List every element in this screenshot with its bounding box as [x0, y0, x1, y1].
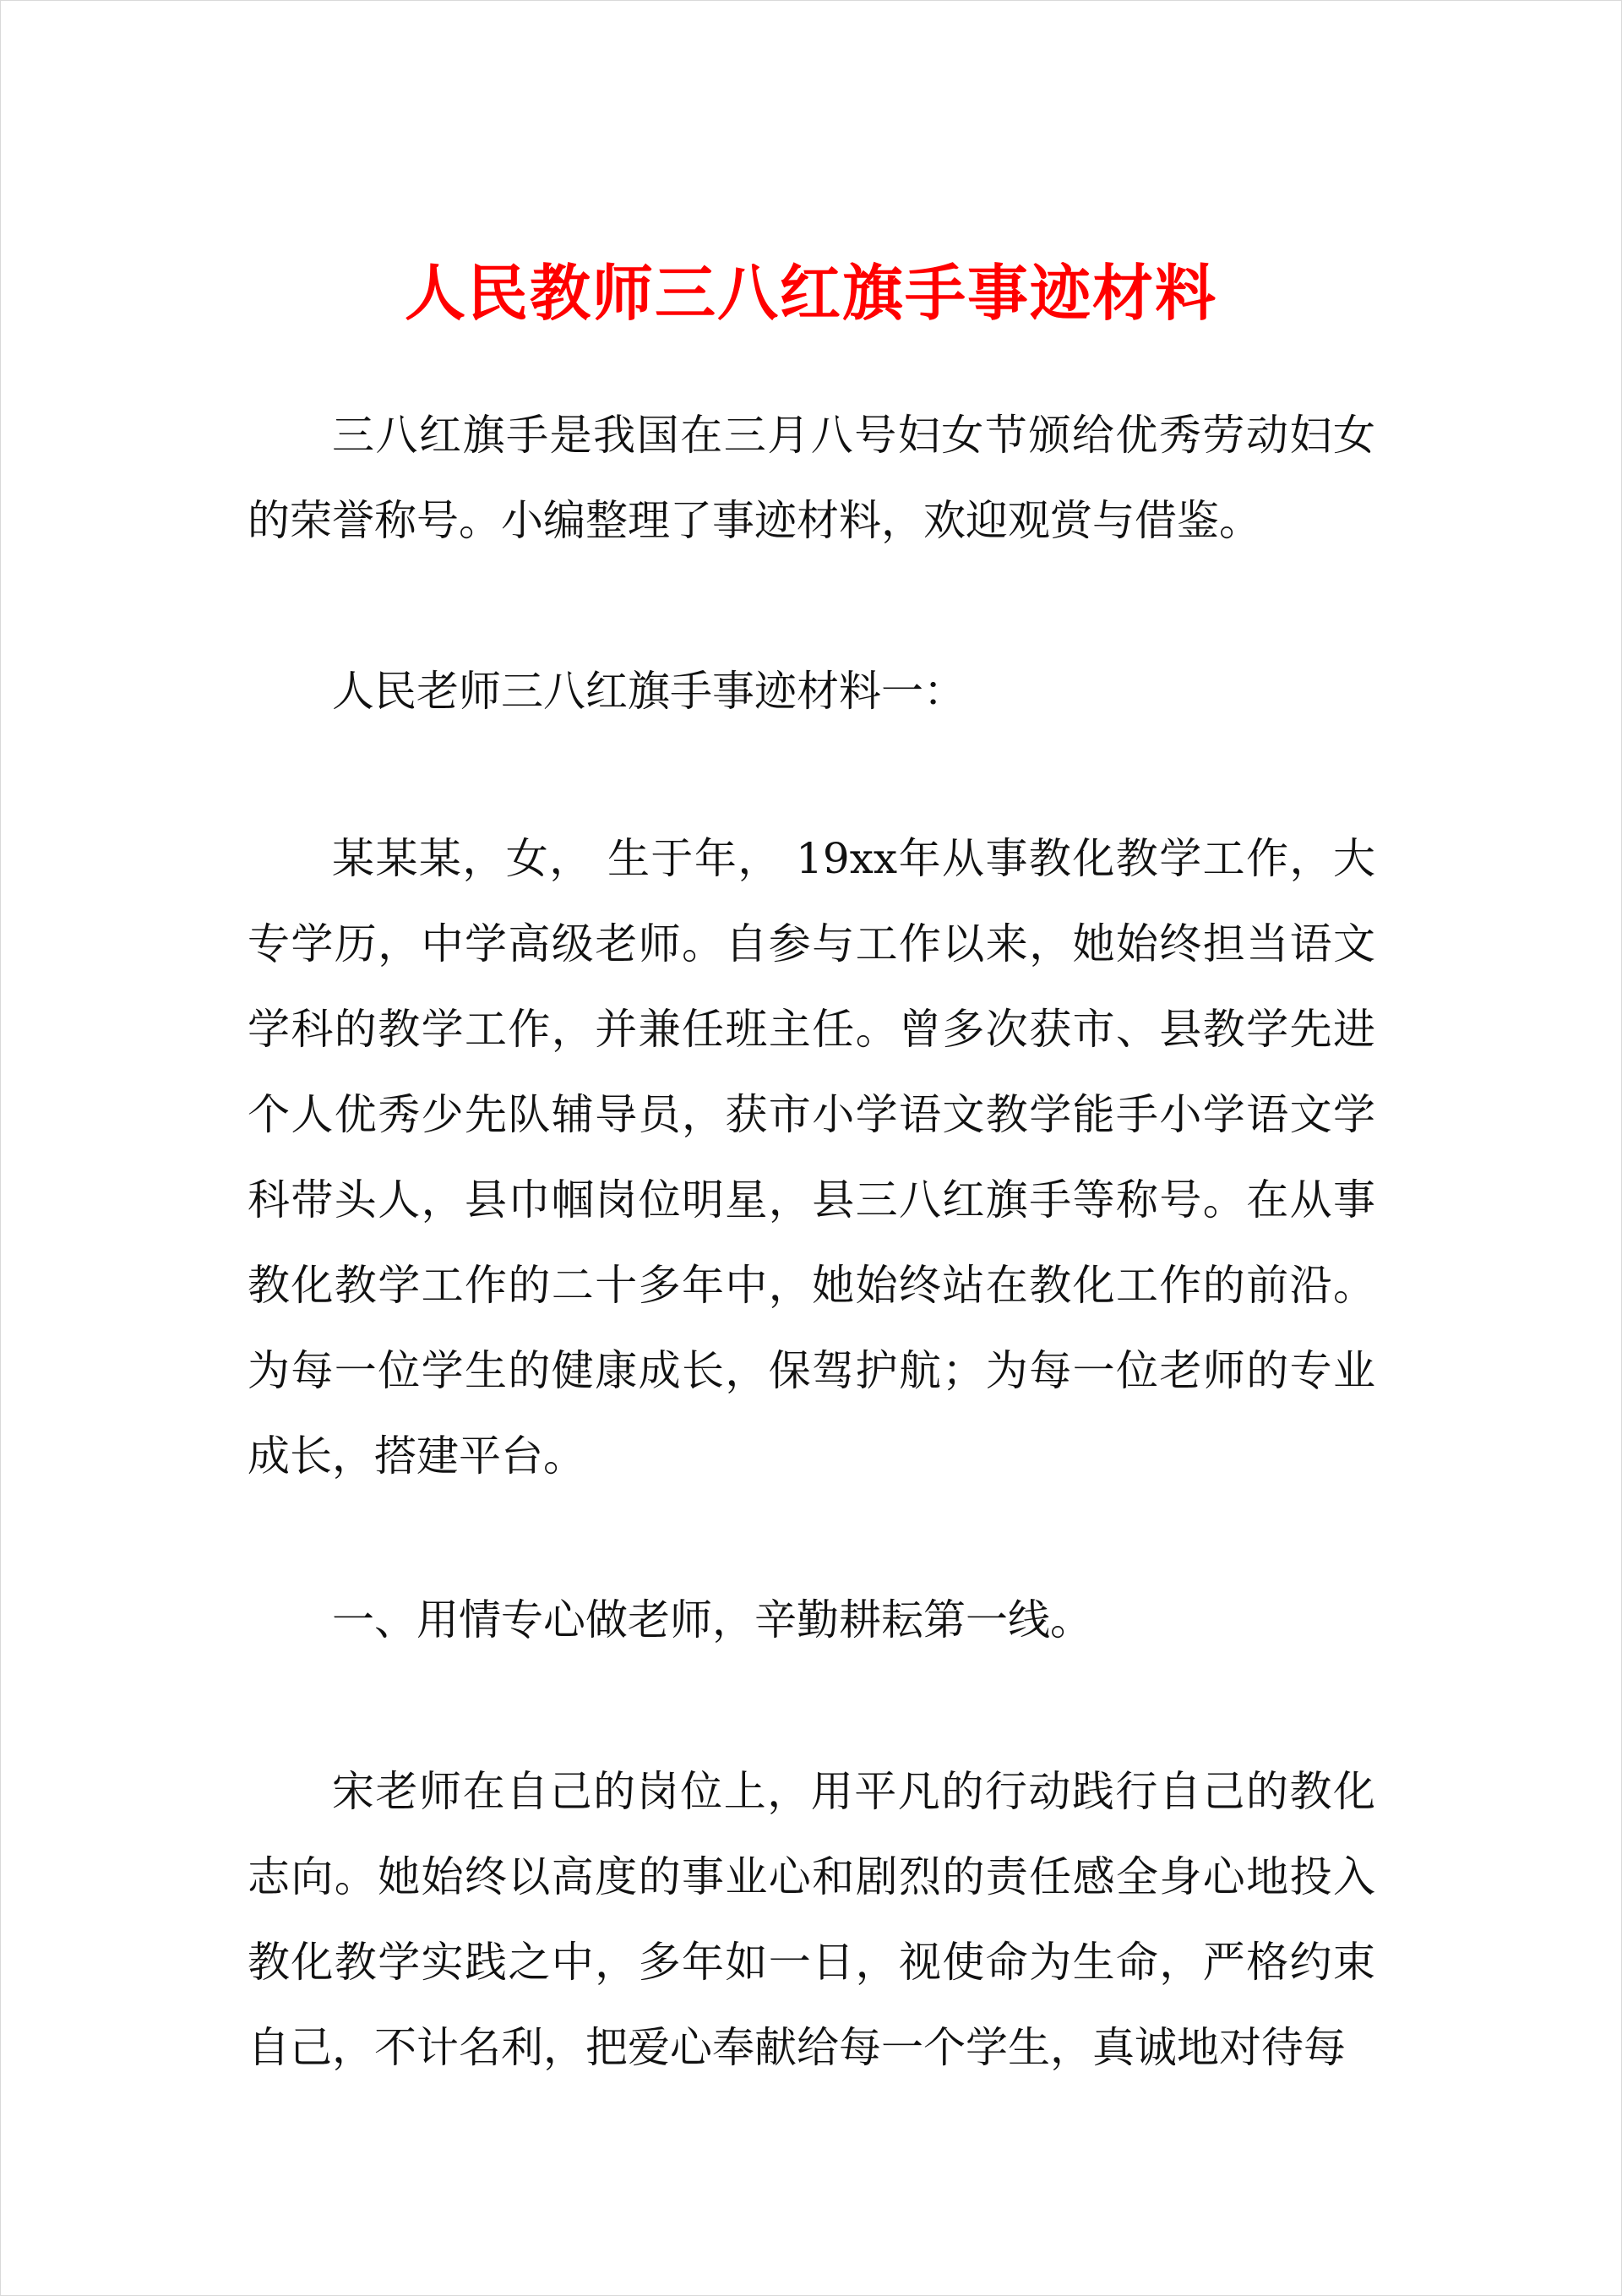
paragraph-section-heading: 一、用情专心做老师，辛勤耕耘第一线。 [332, 1595, 1092, 1644]
document-title: 人民教师三八红旗手事迹材料 [404, 257, 1217, 329]
paragraph-profile: 某某某，女， 生于年， 19xx年从事教化教学工作，大专学历，中学高级老师。自参与工作以来，她始终担当语文学科的教学工作，并兼任班主任。曾多次获市、县教学先进个人优秀少先队辅导员，获市小学语文教学能手小学语文学科带头人，县巾帼岗位明星，县三八红旗手等称号。在从事教化教学工作的二十多年中，她始终站在教化工作的前沿。为每一位学生的健康成长，保驾护航；为每一位老师的专业成长，搭建平台。 [248, 834, 1375, 1481]
paragraph-intro: 三八红旗手是我国在三月八号妇女节颁给优秀劳动妇女的荣誉称号。小编整理了事迹材料，欢迎观赏与借鉴。 [248, 411, 1375, 545]
paragraph-subheading: 人民老师三八红旗手事迹材料一： [332, 667, 966, 716]
paragraph-section-body: 宋老师在自己的岗位上，用平凡的行动践行自己的教化志向。她始终以高度的事业心和剧烈的责任感全身心地投入教化教学实践之中，多年如一日，视使命为生命，严格约束自己，不计名利，把爱心奉献给每一个学生，真诚地对待每 [248, 1767, 1375, 2072]
